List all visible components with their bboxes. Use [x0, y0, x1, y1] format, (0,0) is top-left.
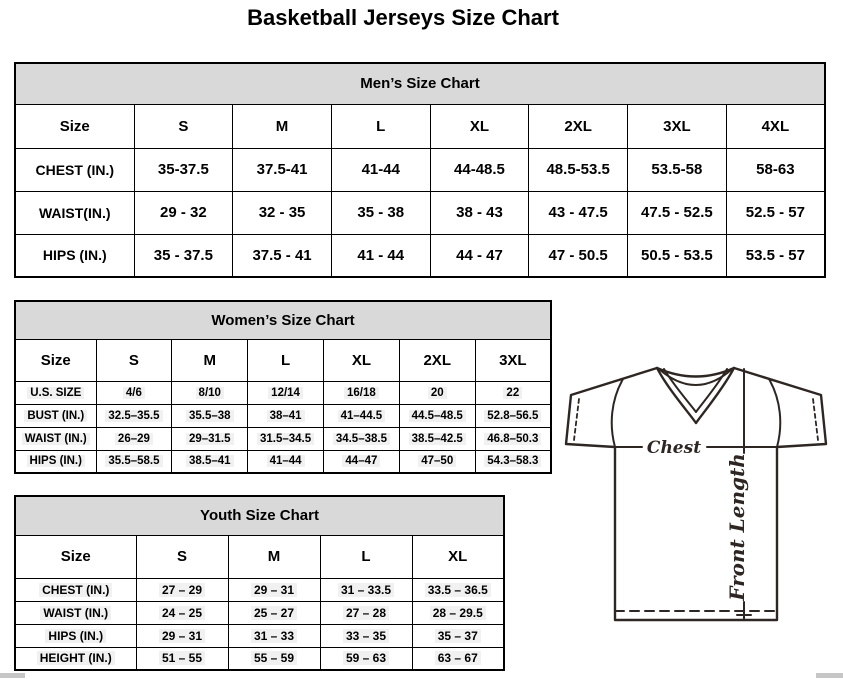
youth-row-label: HIPS (IN.) [15, 624, 136, 647]
youth-size-value-cell: 24 – 25 [136, 601, 228, 624]
womens-column-header: 2XL [399, 339, 475, 381]
jersey-diagram [550, 355, 843, 679]
womens-size-value-cell: 38.5–41 [172, 450, 248, 473]
womens-row-label: BUST (IN.) [15, 404, 96, 427]
mens-size-table [14, 62, 826, 278]
womens-size-value-cell: 54.3–58.3 [475, 450, 551, 473]
youth-size-value-cell: 31 – 33.5 [320, 578, 412, 601]
womens-size-value-cell: 46.8–50.3 [475, 427, 551, 450]
youth-size-value-cell: 29 – 31 [136, 624, 228, 647]
youth-row-label: HEIGHT (IN.) [15, 647, 136, 670]
mens-column-header: 2XL [529, 104, 628, 148]
womens-table-title: Women’s Size Chart [15, 301, 551, 339]
womens-column-header: M [172, 339, 248, 381]
mens-size-value-cell: 43 - 47.5 [529, 191, 628, 234]
womens-column-header: S [96, 339, 172, 381]
youth-size-table [14, 495, 505, 671]
mens-size-value-cell: 41 - 44 [331, 234, 430, 277]
womens-column-header: Size [15, 339, 96, 381]
youth-column-header: Size [15, 535, 136, 578]
mens-row-label: WAIST(IN.) [15, 191, 134, 234]
mens-size-value-cell: 53.5 - 57 [726, 234, 825, 277]
womens-size-value-cell: 35.5–58.5 [96, 450, 172, 473]
mens-table-title: Men’s Size Chart [15, 63, 825, 104]
youth-row-label: CHEST (IN.) [15, 578, 136, 601]
youth-size-value-cell: 33.5 – 36.5 [412, 578, 504, 601]
mens-column-header: 3XL [628, 104, 727, 148]
youth-size-value-cell: 28 – 29.5 [412, 601, 504, 624]
womens-row-label: HIPS (IN.) [15, 450, 96, 473]
womens-row-label: WAIST (IN.) [15, 427, 96, 450]
youth-table-title: Youth Size Chart [15, 496, 504, 535]
youth-size-value-cell: 27 – 28 [320, 601, 412, 624]
youth-column-header: L [320, 535, 412, 578]
womens-size-value-cell: 20 [399, 381, 475, 404]
youth-column-header: S [136, 535, 228, 578]
right-sleeve-seam [769, 379, 780, 447]
mens-size-value-cell: 35-37.5 [134, 148, 233, 191]
scrollbar-fragment-left[interactable] [0, 673, 25, 678]
left-cuff-dashed-line [574, 399, 579, 440]
womens-size-value-cell: 4/6 [96, 381, 172, 404]
womens-size-value-cell: 29–31.5 [172, 427, 248, 450]
page-title: Basketball Jerseys Size Chart [247, 5, 559, 30]
womens-row-label: U.S. SIZE [15, 381, 96, 404]
womens-size-value-cell: 32.5–35.5 [96, 404, 172, 427]
youth-size-value-cell: 33 – 35 [320, 624, 412, 647]
youth-size-value-cell: 25 – 27 [228, 601, 320, 624]
mens-size-value-cell: 38 - 43 [430, 191, 529, 234]
youth-column-header: XL [412, 535, 504, 578]
womens-column-header: 3XL [475, 339, 551, 381]
right-cuff-dashed-line [813, 399, 818, 440]
youth-size-value-cell: 51 – 55 [136, 647, 228, 670]
mens-column-header: Size [15, 104, 134, 148]
jersey-outline [566, 368, 826, 620]
mens-size-value-cell: 50.5 - 53.5 [628, 234, 727, 277]
womens-size-value-cell: 8/10 [172, 381, 248, 404]
youth-size-value-cell: 63 – 67 [412, 647, 504, 670]
mens-column-header: XL [430, 104, 529, 148]
mens-size-value-cell: 52.5 - 57 [726, 191, 825, 234]
womens-size-value-cell: 35.5–38 [172, 404, 248, 427]
scrollbar-fragment-right[interactable] [816, 673, 843, 678]
womens-size-value-cell: 22 [475, 381, 551, 404]
mens-size-value-cell: 35 - 37.5 [134, 234, 233, 277]
womens-size-value-cell: 12/14 [248, 381, 324, 404]
chest-label: Chest [646, 438, 702, 458]
womens-size-value-cell: 52.8–56.5 [475, 404, 551, 427]
mens-size-value-cell: 48.5-53.5 [529, 148, 628, 191]
youth-size-value-cell: 59 – 63 [320, 647, 412, 670]
mens-size-value-cell: 37.5-41 [233, 148, 332, 191]
mens-size-value-cell: 47 - 50.5 [529, 234, 628, 277]
womens-size-value-cell: 38.5–42.5 [399, 427, 475, 450]
mens-size-value-cell: 58-63 [726, 148, 825, 191]
mens-column-header: 4XL [726, 104, 825, 148]
mens-size-value-cell: 44 - 47 [430, 234, 529, 277]
mens-size-value-cell: 32 - 35 [233, 191, 332, 234]
youth-size-value-cell: 35 – 37 [412, 624, 504, 647]
left-sleeve-seam [612, 379, 623, 447]
mens-size-value-cell: 37.5 - 41 [233, 234, 332, 277]
mens-size-value-cell: 47.5 - 52.5 [628, 191, 727, 234]
womens-size-value-cell: 47–50 [399, 450, 475, 473]
womens-column-header: XL [323, 339, 399, 381]
womens-size-value-cell: 16/18 [323, 381, 399, 404]
womens-size-value-cell: 41–44 [248, 450, 324, 473]
front-length-label: Front Length [725, 453, 749, 601]
mens-size-value-cell: 53.5-58 [628, 148, 727, 191]
womens-size-value-cell: 31.5–34.5 [248, 427, 324, 450]
womens-size-value-cell: 44.5–48.5 [399, 404, 475, 427]
mens-size-value-cell: 35 - 38 [331, 191, 430, 234]
womens-size-value-cell: 38–41 [248, 404, 324, 427]
mens-row-label: CHEST (IN.) [15, 148, 134, 191]
mens-size-value-cell: 44-48.5 [430, 148, 529, 191]
mens-column-header: L [331, 104, 430, 148]
womens-column-header: L [248, 339, 324, 381]
womens-size-table [14, 300, 552, 474]
mens-row-label: HIPS (IN.) [15, 234, 134, 277]
womens-size-value-cell: 41–44.5 [323, 404, 399, 427]
womens-size-value-cell: 44–47 [323, 450, 399, 473]
youth-size-value-cell: 31 – 33 [228, 624, 320, 647]
womens-size-value-cell: 34.5–38.5 [323, 427, 399, 450]
mens-size-value-cell: 41-44 [331, 148, 430, 191]
womens-size-value-cell: 26–29 [96, 427, 172, 450]
mens-size-value-cell: 29 - 32 [134, 191, 233, 234]
youth-size-value-cell: 27 – 29 [136, 578, 228, 601]
youth-size-value-cell: 29 – 31 [228, 578, 320, 601]
youth-row-label: WAIST (IN.) [15, 601, 136, 624]
mens-column-header: M [233, 104, 332, 148]
mens-column-header: S [134, 104, 233, 148]
youth-size-value-cell: 55 – 59 [228, 647, 320, 670]
youth-column-header: M [228, 535, 320, 578]
